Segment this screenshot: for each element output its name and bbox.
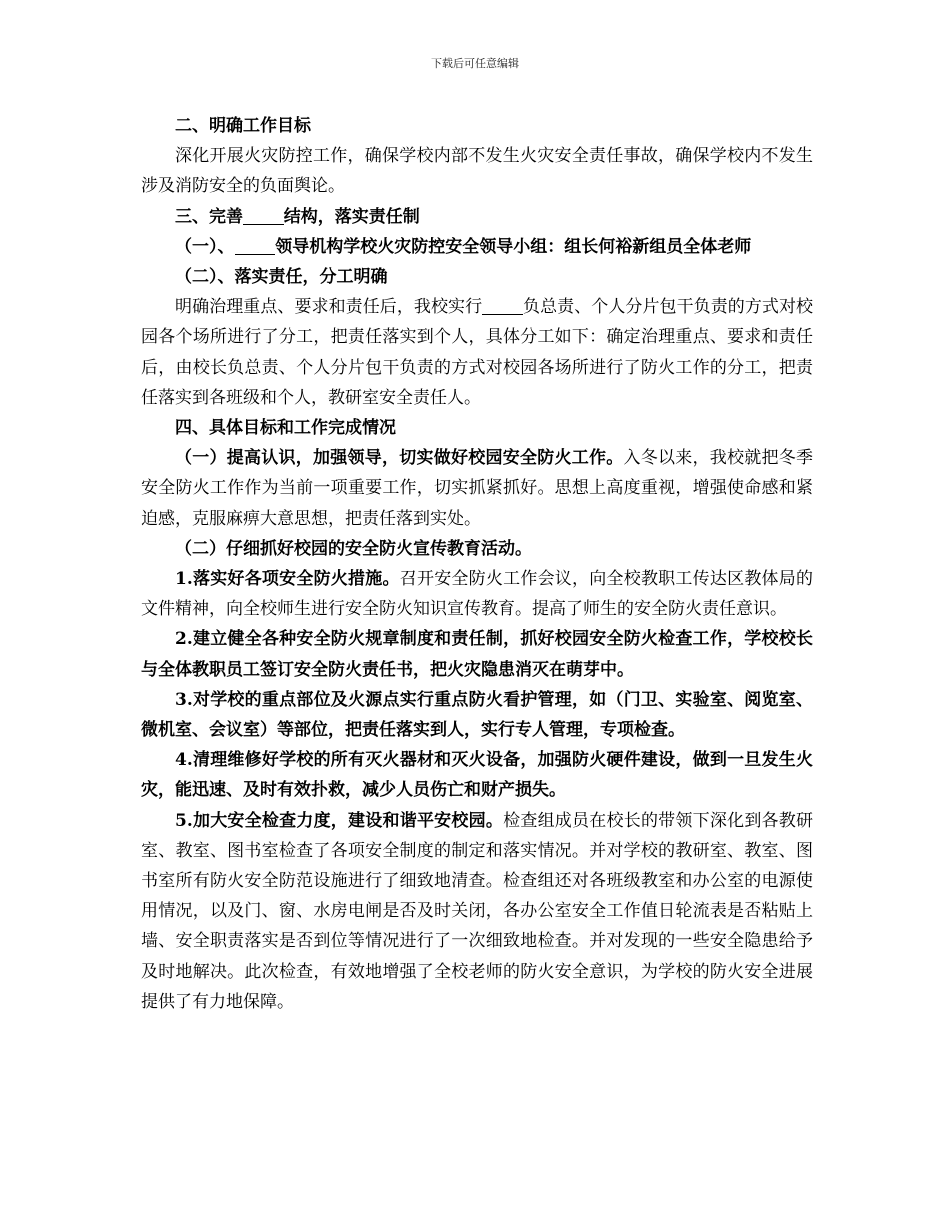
list-item-text: 召开安全防火工作会议，向全校教职工传达区教体局的文件精神，向全校师生进行安全防火知识宣传教育。提高了师生的安全防火责任意识。 — [141, 569, 814, 620]
list-item-lead: 5.加大安全检查力度，建设和谐平安校园。 — [175, 810, 504, 831]
list-item-text: 检查组成员在校长的带领下深化到各教研室、教室、图书室检查了各项安全制度的制定和落实情况。并对学校的教研室、教室、图书室所有防火安全防范设施进行了细致地清查。检查组还对各班级教室和办公室的电源使用情况，以及门、窗、水房电闸是否及时关闭，各办公室安全工作值日轮流表是否粘贴上墙、安全职责落实是否到位等情况进行了一次细致地检查。并对发现的一些安全隐患给予及时地解决。此次检查，有效地增强了全校老师的防火安全意识，为学校的防火安全进展提供了有力地保障。 — [141, 810, 814, 1012]
subheading-education: （二）仔细抓好校园的安全防火宣传教育活动。 — [175, 538, 532, 559]
section-heading-goals: 二、明确工作目标 — [175, 116, 311, 136]
fill-blank — [235, 237, 276, 255]
list-item-4: 4.清理维修好学校的所有灭火器材和灭火设备，加强防火硬件建设，做到一旦发生火灾，能迅速、及时有效扑救，减少人员伤亡和财产损失。 — [141, 750, 813, 801]
paragraph-lead: （一）提高认识，加强领导，切实做好校园安全防火工作。 — [175, 448, 624, 469]
heading-part-a: 三、完善 — [175, 206, 243, 227]
list-item-3: 3.对学校的重点部位及火源点实行重点防火看护管理，如（门卫、实验室、阅览室、微机室、会议室）等部位，把责任落实到人，实行专人管理，专项检查。 — [141, 689, 813, 741]
list-item-2: 2.建立健全各种安全防火规章制度和责任制，抓好校园安全防火检查工作，学校校长与全体教职员工签订安全防火责任书，把火灾隐患消灭在萌芽中。 — [141, 629, 813, 680]
paragraph-goals: 深化开展火灾防控工作，确保学校内部不发生火灾安全责任事故，确保学校内不发生涉及消防安全的负面舆论。 — [141, 146, 813, 197]
document-body — [141, 111, 813, 1017]
subheading-responsibility: （二）、落实责任，分工明确 — [175, 267, 388, 288]
heading-part-b: 结构，落实责任制 — [283, 206, 420, 227]
paragraph-part-b: 负总责、个人分片包干负责的方式对校园各个场所进行了分工，把责任落实到个人，具体分工如下：确定治理重点、要求和责任后，由校长负总责、个人分片包干负责的方式对校园各场所进行了防火工作的分工，把责任落实到各班级和个人，教研室安全责任人。 — [141, 297, 814, 408]
list-item-1 — [141, 564, 813, 624]
fill-blank — [482, 297, 523, 315]
fill-blank — [243, 207, 284, 225]
subheading-leadership — [141, 232, 813, 262]
list-item-5 — [141, 806, 813, 1017]
paragraph-responsibility — [141, 292, 813, 413]
subheading-part-b: 领导机构学校火灾防控安全领导小组：组长何裕新组员全体老师 — [275, 236, 752, 257]
paragraph-awareness — [141, 443, 813, 534]
section-heading-objectives: 四、具体目标和工作完成情况 — [175, 418, 396, 439]
list-item-lead: 1.落实好各项安全防火措施。 — [175, 569, 400, 590]
paragraph-part-a: 明确治理重点、要求和责任后，我校实行 — [175, 297, 483, 318]
section-heading-structure — [141, 202, 813, 232]
page-header: 下载后可任意编辑 — [431, 57, 519, 70]
subheading-part-a: （一）、 — [175, 236, 235, 257]
paragraph-text: 入冬以来，我校就把冬季安全防火工作作为当前一项重要工作，切实抓紧抓好。思想上高度重视，增强使命感和紧迫感，克服麻痹大意思想，把责任落到实处。 — [141, 448, 813, 529]
